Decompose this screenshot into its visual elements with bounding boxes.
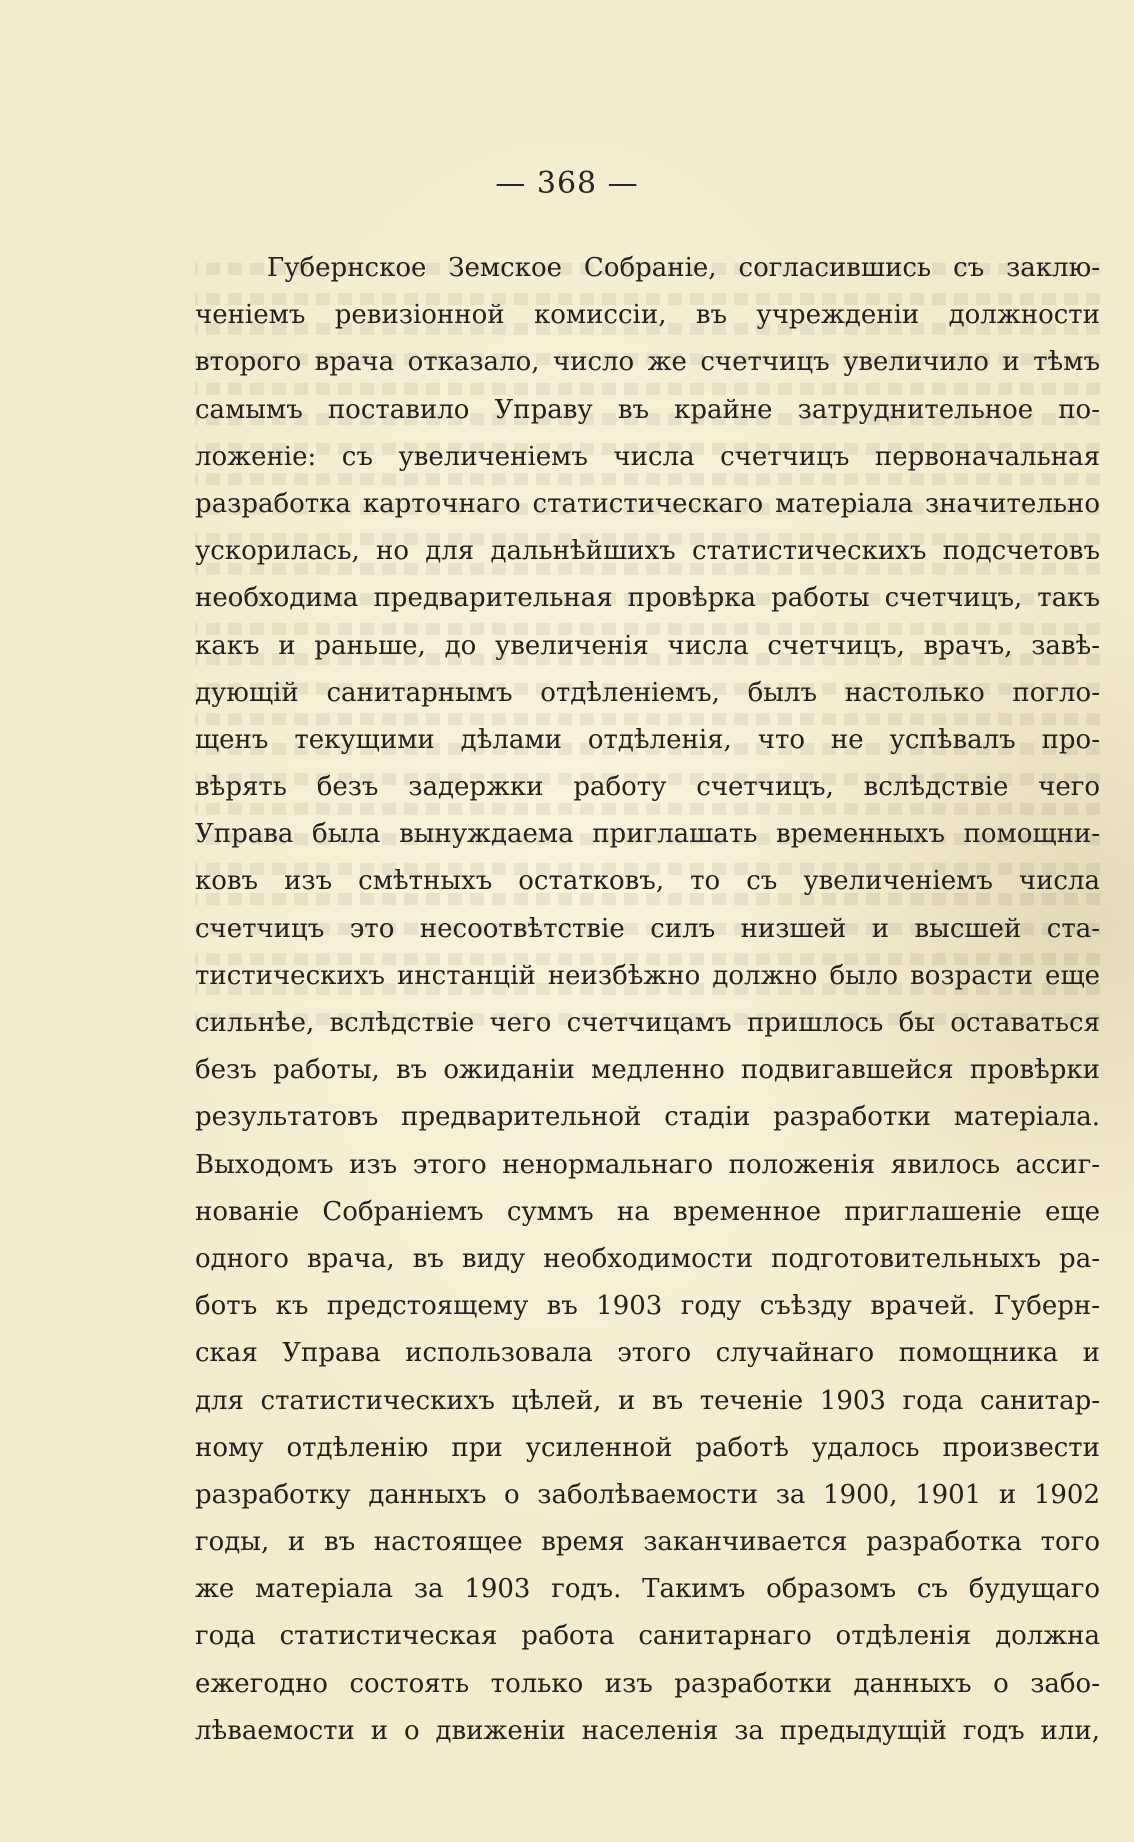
text-line: ускорилась, но для дальнѣйшихъ статистическихъ подсчетовъ [195,536,1100,567]
text-line: ежегодно состоять только изъ разработки данныхъ о забо- [195,1668,1100,1699]
text-line: второго врача отказало, число же счетчицъ увеличило и тѣмъ [195,347,1100,378]
text-line: ботъ къ предстоящему въ 1903 году съѣзду врачей. Губерн- [195,1291,1100,1322]
text-line: разработка карточнаго статистическаго матеріала значительно [195,488,1100,519]
text-line: тистическихъ инстанцій неизбѣжно должно было возрасти еще [195,960,1100,991]
text-line: лѣваемости и о движеніи населенія за предыдущій годъ или, [195,1715,1100,1746]
text-line: счетчицъ это несоотвѣтствіе силъ низшей и высшей ста- [195,913,1100,944]
text-line: вѣрять безъ задержки работу счетчицъ, вслѣдствіе чего [195,772,1100,803]
text-line: года статистическая работа санитарнаго отдѣленія должна [195,1621,1100,1652]
text-line: ченіемъ ревизіонной комиссіи, въ учрежденіи должности [195,300,1100,331]
text-line: Выходомъ изъ этого ненормальнаго положенія явилось ассиг- [195,1149,1100,1180]
text-line: безъ работы, въ ожиданіи медленно подвигавшейся провѣрки [195,1055,1100,1086]
text-line: дующій санитарнымъ отдѣленіемъ, былъ настолько погло- [195,677,1100,708]
text-line: годы, и въ настоящее время заканчивается разработка того [195,1527,1100,1558]
text-line: одного врача, въ виду необходимости подготовительныхъ ра- [195,1243,1100,1274]
text-line: щенъ текущими дѣлами отдѣленія, что не успѣвалъ про- [195,724,1100,755]
text-line: разработку данныхъ о заболѣваемости за 1900, 1901 и 1902 [195,1479,1100,1510]
text-line: же матеріала за 1903 годъ. Такимъ образомъ съ будущаго [195,1574,1100,1605]
page-number: — 368 — [495,166,639,201]
text-line: самымъ поставило Управу въ крайне затруднительное по- [195,394,1100,425]
text-line: для статистическихъ цѣлей, и въ теченіе 1903 года санитар- [195,1385,1100,1416]
text-line: результатовъ предварительной стадіи разработки матеріала. [195,1102,1100,1133]
text-line: ская Управа использовала этого случайнаго помощника и [195,1338,1100,1369]
text-line: какъ и раньше, до увеличенія числа счетчицъ, врачъ, завѣ- [195,630,1100,661]
text-line: ковъ изъ смѣтныхъ остатковъ, то съ увеличеніемъ числа [195,866,1100,897]
text-line: ложеніе: съ увеличеніемъ числа счетчицъ первоначальная [195,441,1100,472]
text-line: ному отдѣленію при усиленной работѣ удалось произвести [195,1432,1100,1463]
text-line: Управа была вынуждаема приглашать временныхъ помощни- [195,819,1100,850]
text-line: необходима предварительная провѣрка работы счетчицъ, такъ [195,583,1100,614]
body-text [195,245,1100,1755]
text-line: сильнѣе, вслѣдствіе чего счетчицамъ пришлось бы оставаться [195,1008,1100,1038]
text-line: Губернское Земское Собраніе, согласившись съ заклю- [267,253,1100,283]
text-line: нованіе Собраніемъ суммъ на временное приглашеніе еще [195,1196,1100,1227]
